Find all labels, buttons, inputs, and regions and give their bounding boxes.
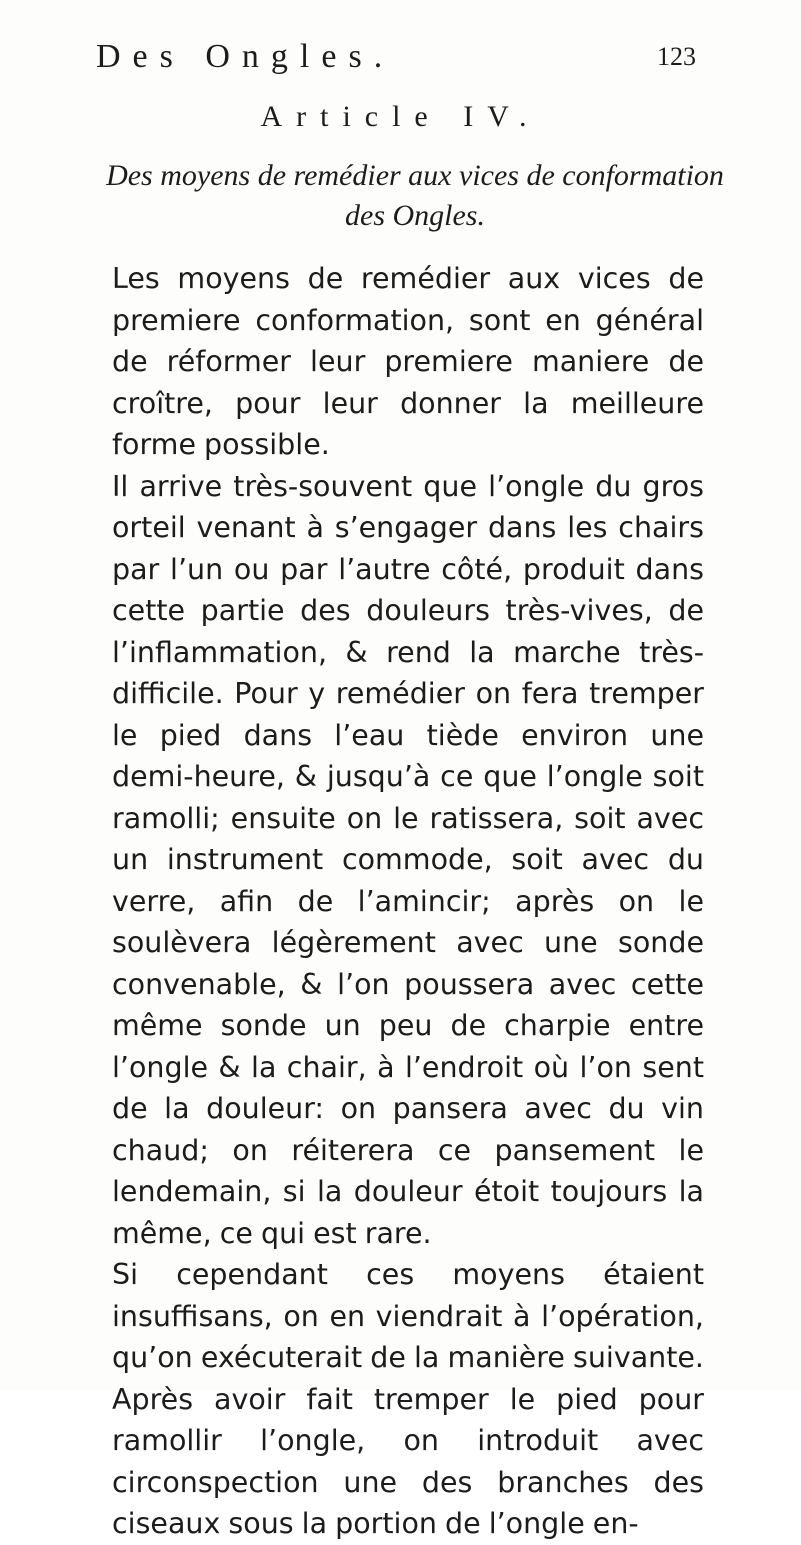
article-subtitle: Des moyens de remédier aux vices de conformation des Ongles. <box>106 159 724 232</box>
paragraph: Si cependant ces moyens étaient insuffisans, on en viendrait à l’opération, qu’on exécuterait de la manière suivante. Après avoir fait tremper le pied pour ramollir l’ongle, on introduit avec circonspection une des branches des ciseaux sous la portion de l’ongle en- <box>112 1258 704 1540</box>
paragraph: Il arrive très-souvent que l’ongle du gros orteil venant à s’engager dans les chairs par l’un ou par l’autre côté, produit dans cette partie des douleurs très-vives, de l’inflammation, & rend la marche très-difficile. Pour y remédier on fera tremper le pied dans l’eau tiède environ une demi-heure, & jusqu’à ce que l’ongle soit ramolli; ensuite on le ratissera, soit avec un instrument commode, soit avec du verre, afin de l’amincir; après on le soulèvera légèrement avec une sonde convenable, & l’on poussera avec cette même sonde un peu de charpie entre l’ongle & la chair, à l’endroit où l’on sent de la douleur: on pansera avec du vin chaud; on réiterera ce pansement le lendemain, si la douleur étoit toujours la même, ce qui est rare. <box>112 469 704 1250</box>
running-title: Des Ongles. <box>96 38 395 75</box>
paragraph: Les moyens de remédier aux vices de premiere conformation, sont en général de réformer leur premiere maniere de croître, pour leur donner la meilleure forme possible. <box>112 262 704 461</box>
page-number: 123 <box>657 42 696 71</box>
body-text <box>112 258 704 1545</box>
running-head <box>96 38 696 78</box>
article-title: Article IV. <box>260 100 541 133</box>
